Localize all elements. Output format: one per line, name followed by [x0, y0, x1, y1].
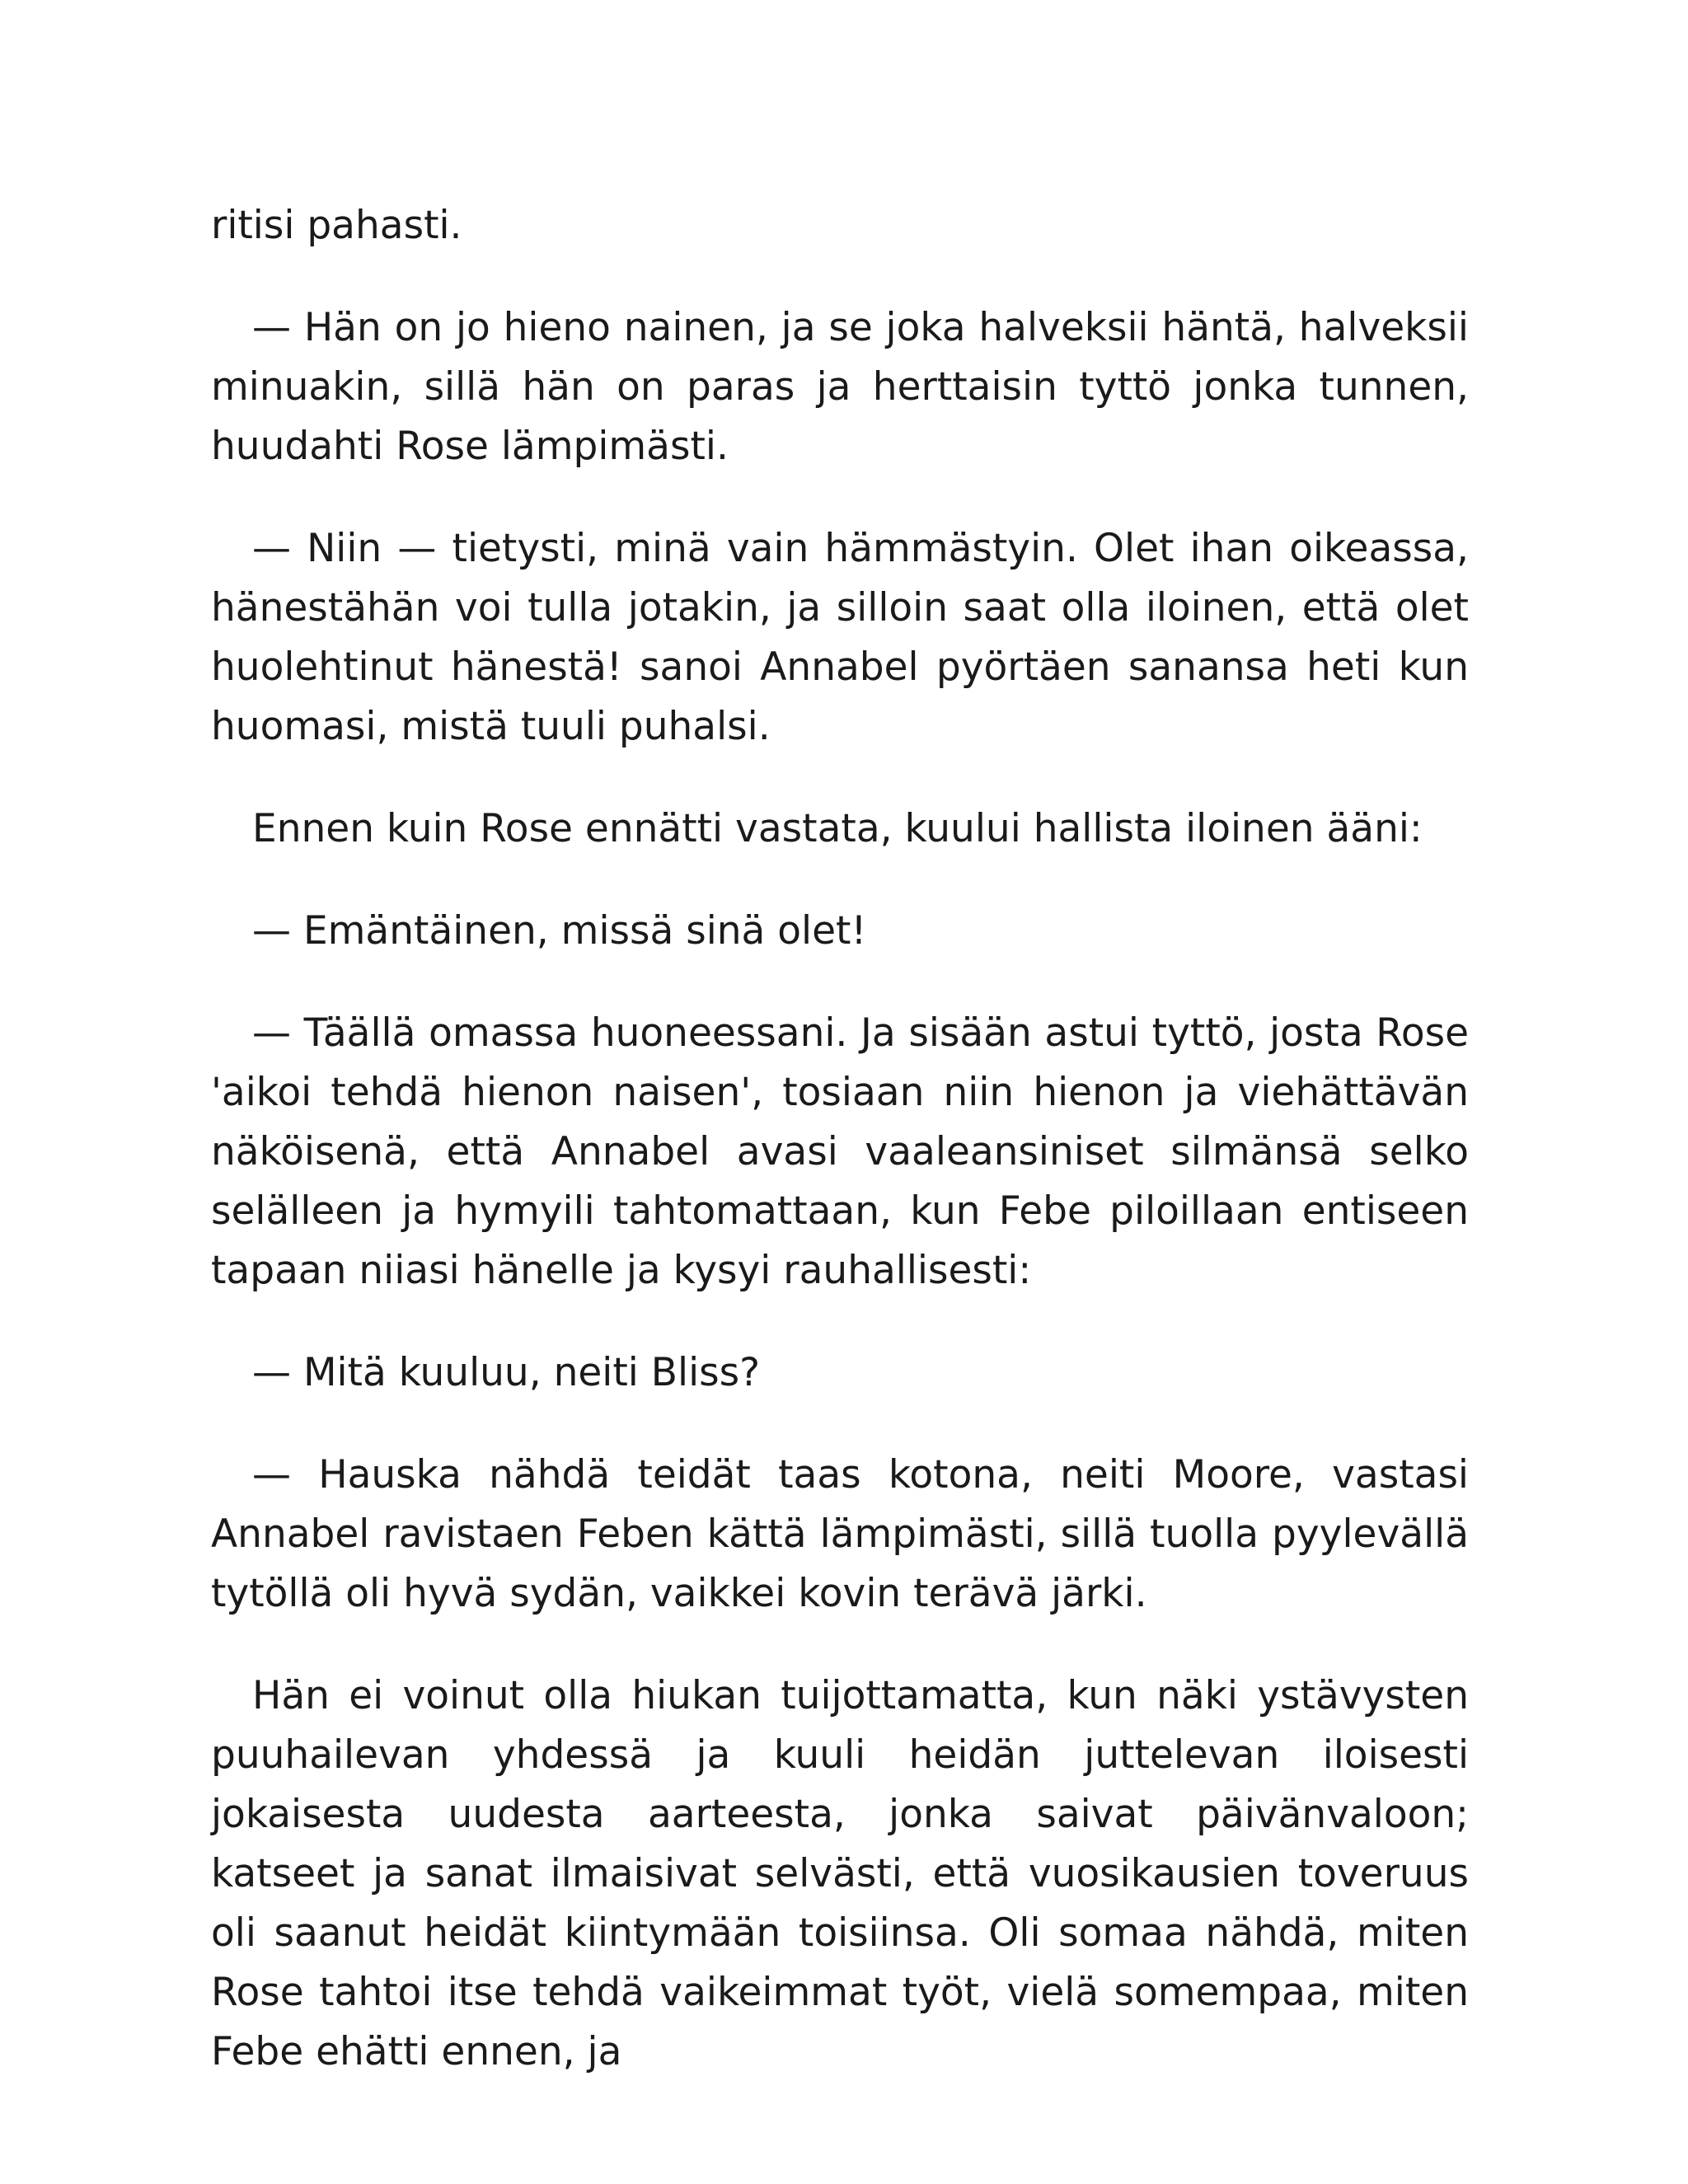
paragraph-2: — Hän on jo hieno nainen, ja se joka halveksii häntä, halveksii minuakin, sillä hän on paras ja herttaisin tyttö jonka tunnen, huudahti Rose lämpimästi.	[211, 305, 1469, 469]
paragraph-8: — Hauska nähdä teidät taas kotona, neiti Moore, vastasi Annabel ravistaen Feben kättä lämpimästi, sillä tuolla pyylevällä tytöllä oli hyvä sydän, vaikkei kovin terävä järki.	[211, 1452, 1469, 1616]
body-text	[211, 196, 1469, 2125]
paragraph-7: — Mitä kuuluu, neiti Bliss?	[252, 1350, 761, 1395]
paragraph-4: Ennen kuin Rose ennätti vastata, kuului hallista iloinen ääni:	[252, 806, 1423, 851]
paragraph-1: ritisi pahasti.	[211, 203, 462, 248]
paragraph-9: Hän ei voinut olla hiukan tuijottamatta, kun näki ystävysten puuhailevan yhdessä ja kuuli heidän juttelevan iloisesti jokaisesta uudesta aarteesta, jonka saivat päivänvaloon; katseet ja sanat ilmaisivat selvästi, että vuosikausien toveruus oli saanut heidät kiintymään toisiinsa. Oli somaa nähdä, miten Rose tahtoi itse tehdä vaikeimmat työt, vielä somempaa, miten Febe ehätti ennen, ja	[211, 1673, 1469, 2074]
paragraph-5: — Emäntäinen, missä sinä olet!	[252, 908, 867, 954]
paragraph-3: — Niin — tietysti, minä vain hämmästyin. Olet ihan oikeassa, hänestähän voi tulla jotakin, ja silloin saat olla iloinen, että olet huolehtinut hänestä! sanoi Annabel pyörtäen sanansa heti kun huomasi, mistä tuuli puhalsi.	[211, 526, 1469, 749]
paragraph-6: — Täällä omassa huoneessani. Ja sisään astui tyttö, josta Rose 'aikoi tehdä hienon naisen', tosiaan niin hienon ja viehättävän näköisenä, että Annabel avasi vaaleansiniset silmänsä selko selälleen ja hymyili tahtomattaan, kun Febe piloillaan entiseen tapaan niiasi hänelle ja kysyi rauhallisesti:	[211, 1010, 1469, 1293]
